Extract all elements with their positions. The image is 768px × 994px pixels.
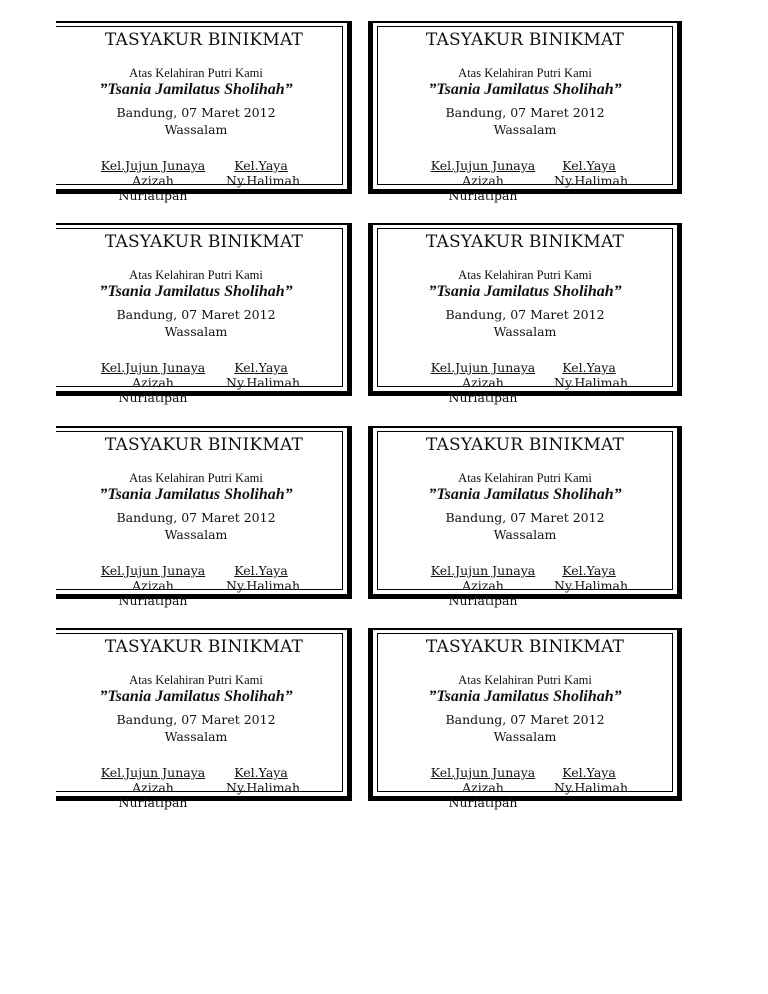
signature-left xyxy=(98,360,208,405)
place-date: Bandung, 07 Maret 2012 xyxy=(445,105,605,120)
signature-left xyxy=(428,765,538,810)
signature-left xyxy=(428,158,538,203)
card-3 xyxy=(56,223,352,405)
signature-person: Ny.Halimah xyxy=(554,578,629,593)
card-4 xyxy=(368,223,682,405)
signature-family: Kel.Jujun Junaya xyxy=(100,765,206,780)
child-name: ”Tsania Jamilatus Sholihah” xyxy=(99,81,293,98)
closing-text: Wassalam xyxy=(493,729,557,744)
place-date: Bandung, 07 Maret 2012 xyxy=(116,510,276,525)
card-title: TASYAKUR BINIKMAT xyxy=(425,30,625,50)
signature-right xyxy=(554,765,629,795)
card-subtitle: Atas Kelahiran Putri Kami xyxy=(129,268,263,282)
signature-right xyxy=(226,158,301,188)
signature-family: Kel.Yaya xyxy=(234,765,288,780)
card-7 xyxy=(56,628,352,810)
signature-person: Ny.Halimah xyxy=(226,780,301,795)
place-date: Bandung, 07 Maret 2012 xyxy=(445,712,605,727)
signature-family: Kel.Jujun Junaya xyxy=(430,563,536,578)
place-date: Bandung, 07 Maret 2012 xyxy=(445,510,605,525)
signature-person: Azizah Nurlatipah xyxy=(448,578,518,608)
signature-left xyxy=(98,765,208,810)
signature-right xyxy=(226,360,301,390)
child-name: ”Tsania Jamilatus Sholihah” xyxy=(428,283,622,300)
signature-person: Azizah Nurlatipah xyxy=(118,780,188,810)
signature-person: Ny.Halimah xyxy=(226,375,301,390)
signature-family: Kel.Yaya xyxy=(562,360,616,375)
signature-family: Kel.Jujun Junaya xyxy=(100,360,206,375)
card-subtitle: Atas Kelahiran Putri Kami xyxy=(129,471,263,485)
card-5 xyxy=(56,426,352,608)
card-1 xyxy=(56,21,352,203)
card-title: TASYAKUR BINIKMAT xyxy=(104,637,304,657)
card-subtitle: Atas Kelahiran Putri Kami xyxy=(458,268,592,282)
card-title: TASYAKUR BINIKMAT xyxy=(425,435,625,455)
signature-person: Azizah Nurlatipah xyxy=(118,578,188,608)
card-subtitle: Atas Kelahiran Putri Kami xyxy=(458,66,592,80)
closing-text: Wassalam xyxy=(164,527,228,542)
card-title: TASYAKUR BINIKMAT xyxy=(425,232,625,252)
card-2 xyxy=(368,21,682,203)
signature-person: Ny.Halimah xyxy=(554,375,629,390)
card-title: TASYAKUR BINIKMAT xyxy=(104,435,304,455)
signature-family: Kel.Yaya xyxy=(562,158,616,173)
closing-text: Wassalam xyxy=(493,527,557,542)
card-title: TASYAKUR BINIKMAT xyxy=(425,637,625,657)
closing-text: Wassalam xyxy=(164,324,228,339)
signature-person: Azizah Nurlatipah xyxy=(118,375,188,405)
signature-person: Azizah Nurlatipah xyxy=(448,780,518,810)
signature-person: Ny.Halimah xyxy=(226,578,301,593)
signature-family: Kel.Yaya xyxy=(562,563,616,578)
signature-family: Kel.Jujun Junaya xyxy=(430,360,536,375)
card-subtitle: Atas Kelahiran Putri Kami xyxy=(458,673,592,687)
card-subtitle: Atas Kelahiran Putri Kami xyxy=(458,471,592,485)
place-date: Bandung, 07 Maret 2012 xyxy=(445,307,605,322)
signature-family: Kel.Yaya xyxy=(234,563,288,578)
child-name: ”Tsania Jamilatus Sholihah” xyxy=(428,486,622,503)
signature-person: Azizah Nurlatipah xyxy=(448,173,518,203)
place-date: Bandung, 07 Maret 2012 xyxy=(116,105,276,120)
signature-family: Kel.Jujun Junaya xyxy=(430,158,536,173)
closing-text: Wassalam xyxy=(164,729,228,744)
place-date: Bandung, 07 Maret 2012 xyxy=(116,712,276,727)
signature-person: Ny.Halimah xyxy=(554,780,629,795)
signature-family: Kel.Jujun Junaya xyxy=(100,158,206,173)
signature-family: Kel.Jujun Junaya xyxy=(100,563,206,578)
signature-left xyxy=(428,360,538,405)
card-8 xyxy=(368,628,682,810)
signature-right xyxy=(226,563,301,593)
signature-left xyxy=(428,563,538,608)
closing-text: Wassalam xyxy=(493,122,557,137)
signature-person: Ny.Halimah xyxy=(226,173,301,188)
signature-family: Kel.Jujun Junaya xyxy=(430,765,536,780)
child-name: ”Tsania Jamilatus Sholihah” xyxy=(99,688,293,705)
signature-family: Kel.Yaya xyxy=(234,360,288,375)
signature-person: Azizah Nurlatipah xyxy=(448,375,518,405)
place-date: Bandung, 07 Maret 2012 xyxy=(116,307,276,322)
closing-text: Wassalam xyxy=(493,324,557,339)
signature-right xyxy=(554,563,629,593)
signature-family: Kel.Yaya xyxy=(562,765,616,780)
closing-text: Wassalam xyxy=(164,122,228,137)
card-title: TASYAKUR BINIKMAT xyxy=(104,232,304,252)
child-name: ”Tsania Jamilatus Sholihah” xyxy=(99,283,293,300)
signature-right xyxy=(554,360,629,390)
signature-right xyxy=(226,765,301,795)
child-name: ”Tsania Jamilatus Sholihah” xyxy=(428,81,622,98)
child-name: ”Tsania Jamilatus Sholihah” xyxy=(428,688,622,705)
signature-person: Ny.Halimah xyxy=(554,173,629,188)
card-title: TASYAKUR BINIKMAT xyxy=(104,30,304,50)
card-6 xyxy=(368,426,682,608)
signature-person: Azizah Nurlatipah xyxy=(118,173,188,203)
signature-left xyxy=(98,158,208,203)
signature-right xyxy=(554,158,629,188)
signature-family: Kel.Yaya xyxy=(234,158,288,173)
card-subtitle: Atas Kelahiran Putri Kami xyxy=(129,673,263,687)
signature-left xyxy=(98,563,208,608)
card-subtitle: Atas Kelahiran Putri Kami xyxy=(129,66,263,80)
child-name: ”Tsania Jamilatus Sholihah” xyxy=(99,486,293,503)
